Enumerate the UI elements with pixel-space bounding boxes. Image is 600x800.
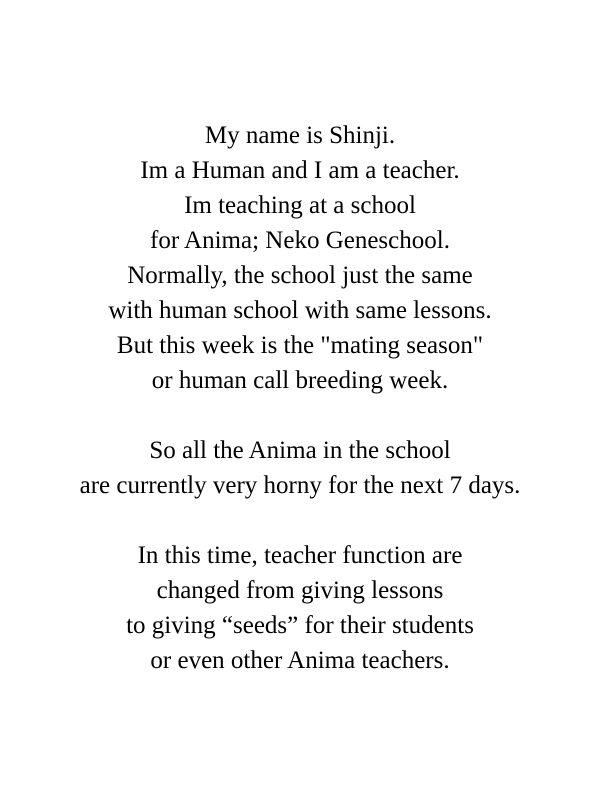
paragraph xyxy=(0,538,600,678)
text-line: In this time, teacher function are xyxy=(137,542,463,569)
text-line: changed from giving lessons xyxy=(156,577,444,604)
paragraph xyxy=(0,433,600,503)
text-line: or human call breeding week. xyxy=(151,367,449,394)
text-line: are currently very horny for the next 7 days. xyxy=(79,472,521,499)
text-line: to giving “seeds” for their students xyxy=(126,612,474,639)
text-line: So all the Anima in the school xyxy=(149,437,451,464)
text-line: for Anima; Neko Geneschool. xyxy=(150,227,450,254)
text-line: or even other Anima teachers. xyxy=(150,647,450,674)
paragraph xyxy=(0,118,600,398)
story-text xyxy=(0,118,600,678)
text-line: Im a Human and I am a teacher. xyxy=(140,157,460,184)
text-line: with human school with same lessons. xyxy=(108,297,492,324)
text-line: Normally, the school just the same xyxy=(127,262,473,289)
text-line: But this week is the "mating season" xyxy=(116,332,484,359)
text-line: Im teaching at a school xyxy=(184,192,416,219)
text-line: My name is Shinji. xyxy=(204,122,396,149)
